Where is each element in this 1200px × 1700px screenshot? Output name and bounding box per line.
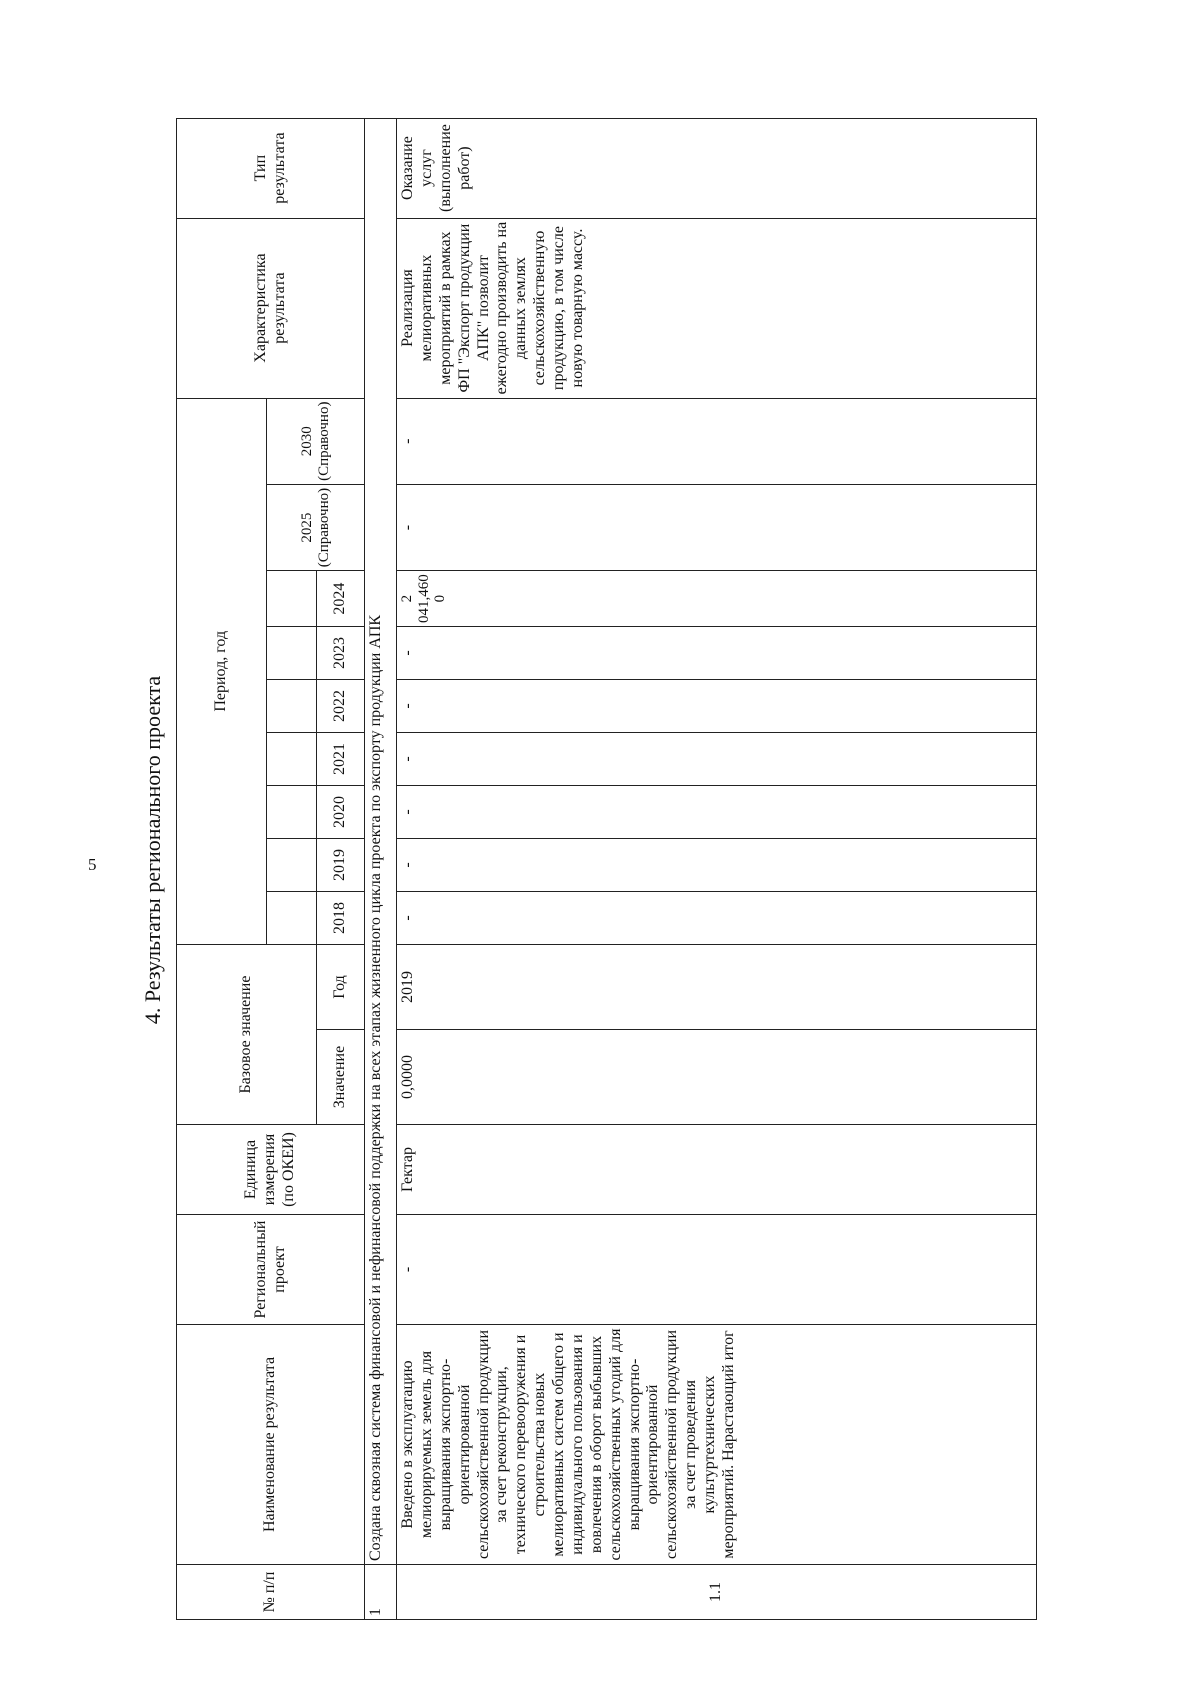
year-header-2018: 2018 <box>317 892 365 945</box>
year-header-2019: 2019 <box>317 839 365 892</box>
header-base: Базовое значение <box>177 945 317 1125</box>
year-header-blank <box>267 892 317 945</box>
year-header-2021: 2021 <box>317 733 365 786</box>
value-2023: - <box>397 627 1037 680</box>
value-2018: - <box>397 892 1037 945</box>
section-title: 4. Результаты регионального проекта <box>140 675 165 1025</box>
header-num: № п/п <box>177 1565 365 1620</box>
value-2021: - <box>397 733 1037 786</box>
page-number: 5 <box>88 855 97 874</box>
year-header-blank <box>267 627 317 680</box>
header-characteristic: Характеристика результата <box>177 218 365 398</box>
year-header-2025: 2025 (Справочно) <box>267 484 365 570</box>
year-header-blank <box>267 680 317 733</box>
base-year-header: Год <box>317 945 365 1030</box>
section-title-cell: Создана сквозная система финансовой и нефинансовой поддержки на всех этапах жизненного цикла проекта по экспорту продукции АПК <box>365 118 397 1564</box>
year-header-blank <box>267 733 317 786</box>
year-header-2020: 2020 <box>317 786 365 839</box>
row-num: 1.1 <box>397 1565 1037 1620</box>
value-2024: 2 041,460 0 <box>397 571 1037 627</box>
results-table <box>176 118 1037 1620</box>
year-header-blank <box>267 571 317 627</box>
header-name: Наименование результата <box>177 1325 365 1565</box>
value-2022: - <box>397 680 1037 733</box>
result-name: Введено в эксплуатацию мелиорируемых земель для выращивания экспортно-ориентированной сельскохозяйственной продукции за счет реконструкции, технического перевооружения и строительства новых мелиоративных систем общего и индивидуального пользования и вовлечения в оборот выбывших сельскохозяйственных угодий для выращивания экспортно-ориентированной сельскохозяйственной продукции за счет проведения культуртехнических мероприятий. Нарастающий итог <box>397 1325 1037 1565</box>
base-year: 2019 <box>397 945 1037 1030</box>
base-value-header: Значение <box>317 1030 365 1125</box>
year-header-2023: 2023 <box>317 627 365 680</box>
year-header-blank <box>267 839 317 892</box>
result-unit: Гектар <box>397 1125 1037 1215</box>
header-project: Региональный проект <box>177 1215 365 1325</box>
result-characteristic: Реализация мелиоративных мероприятий в рамках ФП "Экспорт продукции АПК" позволит ежегодно производить на данных землях сельскохозяйственную продукцию, в том числе новую товарную массу. <box>397 218 1037 398</box>
result-project: - <box>397 1215 1037 1325</box>
year-header-blank <box>267 786 317 839</box>
year-header-2030: 2030 (Справочно) <box>267 398 365 484</box>
result-type: Оказание услуг (выполнение работ) <box>397 118 1037 218</box>
base-value: 0,0000 <box>397 1030 1037 1125</box>
value-2025: - <box>397 484 1037 570</box>
year-header-2022: 2022 <box>317 680 365 733</box>
value-2030: - <box>397 398 1037 484</box>
header-period: Период, год <box>177 398 267 944</box>
year-header-2024: 2024 <box>317 571 365 627</box>
value-2020: - <box>397 786 1037 839</box>
header-type: Тип результата <box>177 118 365 218</box>
section-num: 1 <box>365 1565 397 1620</box>
value-2019: - <box>397 839 1037 892</box>
header-unit: Единица измерения (по ОКЕИ) <box>177 1125 365 1215</box>
